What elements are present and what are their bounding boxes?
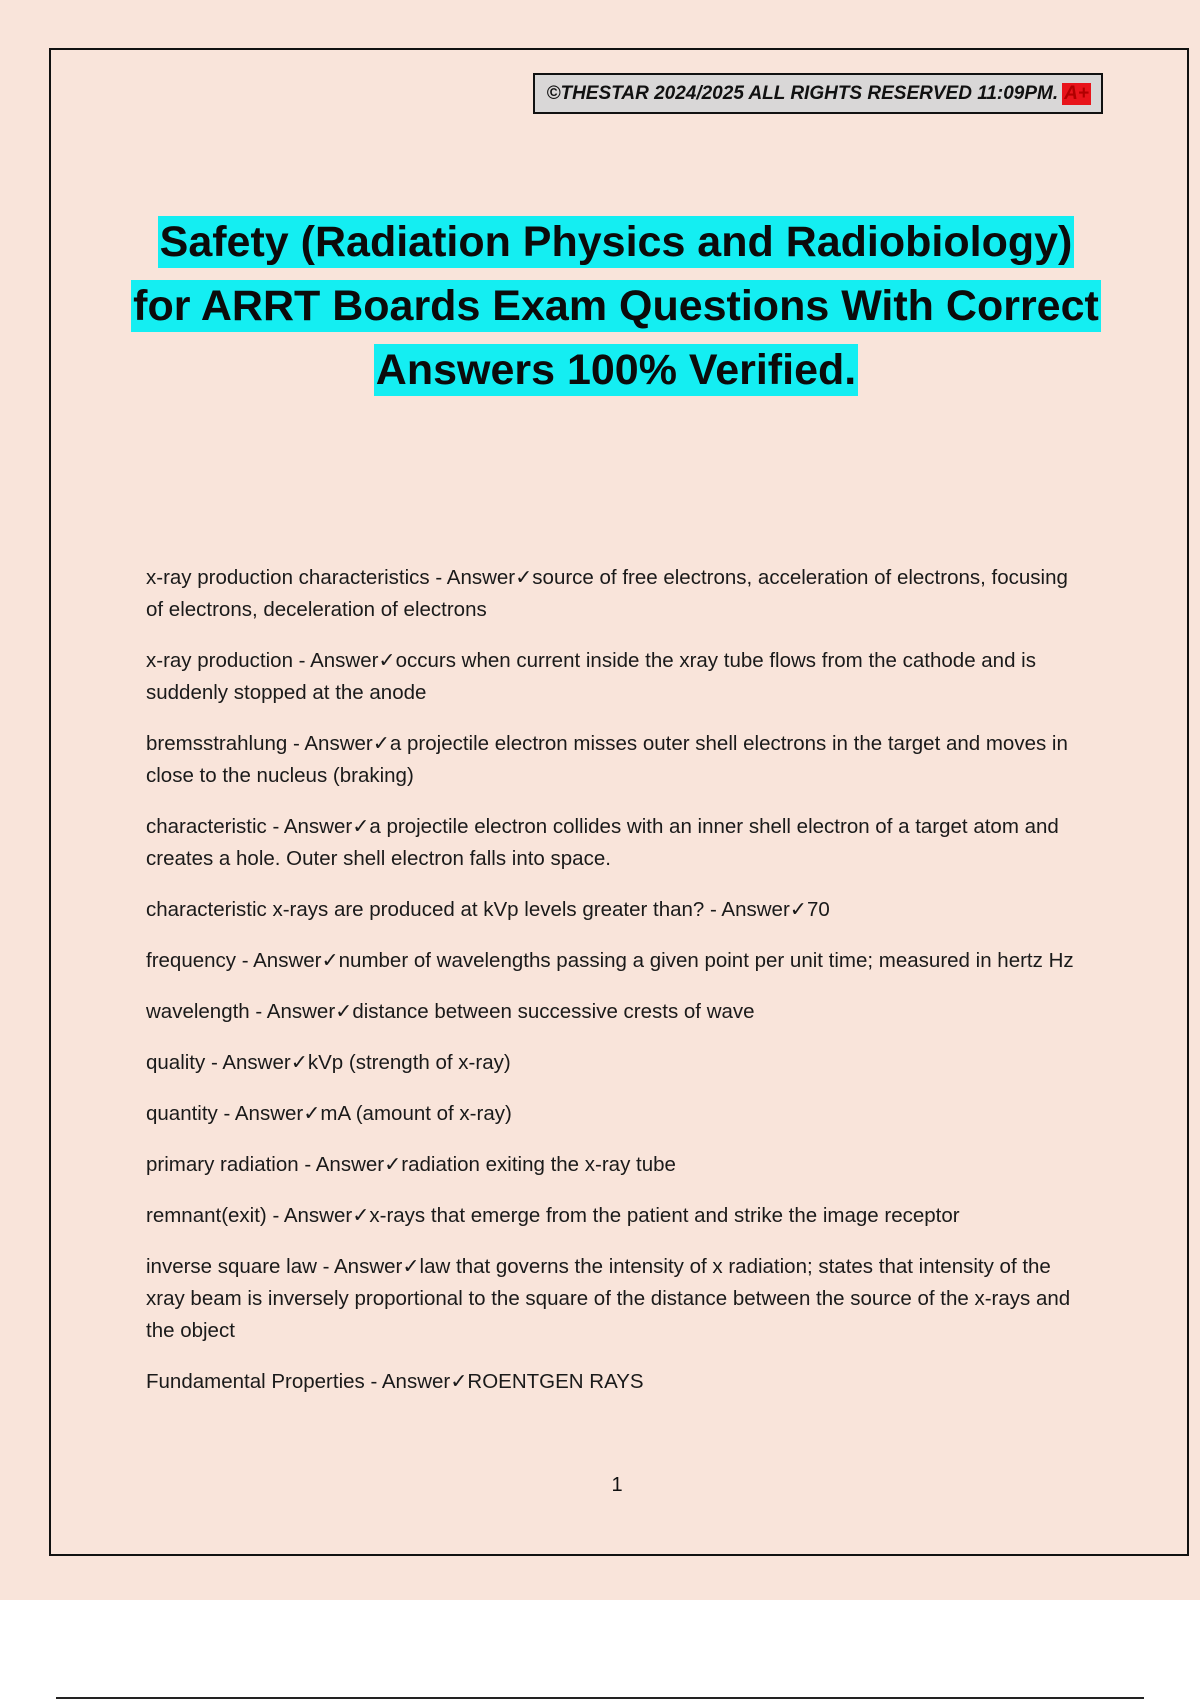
document-title xyxy=(100,210,1132,402)
bottom-divider xyxy=(56,1697,1144,1699)
qa-item: characteristic - Answer✓a projectile electron collides with an inner shell electron of a target atom and creates a hole. Outer shell electron falls into space. xyxy=(146,815,1059,870)
qa-item: bremsstrahlung - Answer✓a projectile electron misses outer shell electrons in the target and moves in close to the nucleus (braking) xyxy=(146,732,1068,787)
qa-item: characteristic x-rays are produced at kVp levels greater than? - Answer✓70 xyxy=(146,898,830,921)
qa-item: quality - Answer✓kVp (strength of x-ray) xyxy=(146,1051,511,1074)
title-line: Answers 100% Verified. xyxy=(375,346,857,394)
copyright-header xyxy=(533,73,1103,114)
qa-item: frequency - Answer✓number of wavelengths passing a given point per unit time; measured in hertz Hz xyxy=(146,949,1074,972)
qa-item: inverse square law - Answer✓law that governs the intensity of x radiation; states that intensity of the xray beam is inversely proportional to the square of the distance between the source of the x-rays and the object xyxy=(146,1255,1071,1342)
qa-item: wavelength - Answer✓distance between successive crests of wave xyxy=(146,1000,755,1023)
qa-item: Fundamental Properties - Answer✓ROENTGEN RAYS xyxy=(146,1370,644,1393)
copyright-text: ©THESTAR 2024/2025 ALL RIGHTS RESERVED 11:09PM. xyxy=(546,82,1059,104)
qa-item: primary radiation - Answer✓radiation exiting the x-ray tube xyxy=(146,1153,676,1176)
grade-badge: A+ xyxy=(1064,82,1089,104)
qa-item: x-ray production characteristics - Answer✓source of free electrons, acceleration of electrons, focusing of electrons, deceleration of electrons xyxy=(146,566,1068,621)
title-line: Safety (Radiation Physics and Radiobiology) xyxy=(159,218,1073,266)
qa-item: x-ray production - Answer✓occurs when current inside the xray tube flows from the cathode and is suddenly stopped at the anode xyxy=(146,649,1036,704)
qa-item: remnant(exit) - Answer✓x-rays that emerge from the patient and strike the image receptor xyxy=(146,1204,960,1227)
qa-item: quantity - Answer✓mA (amount of x-ray) xyxy=(146,1102,512,1125)
page-number: 1 xyxy=(611,1474,623,1496)
title-line: for ARRT Boards Exam Questions With Correct xyxy=(133,282,1099,330)
qa-list xyxy=(146,562,1086,1417)
